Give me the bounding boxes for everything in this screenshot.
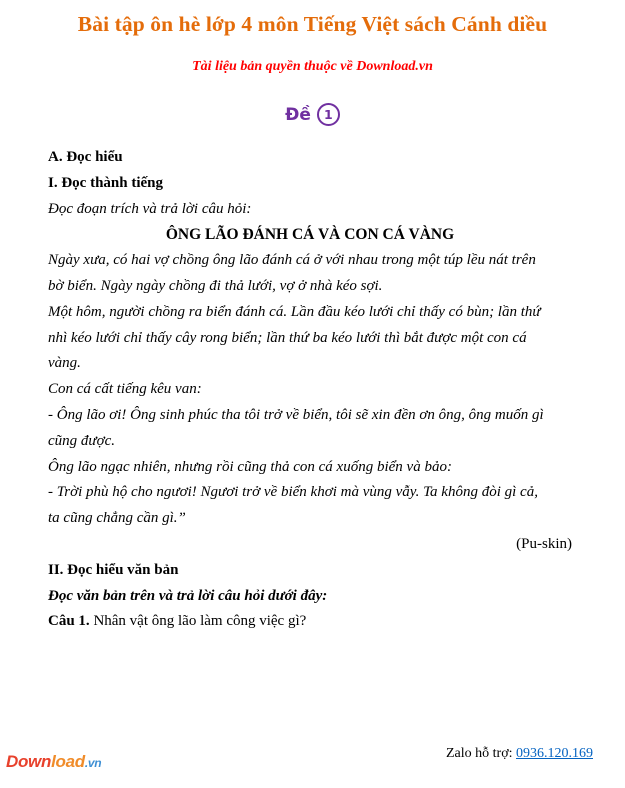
story-line: - Ông lão ơi! Ông sinh phúc tha tôi trở về biển, tôi sẽ xin đền ơn ông, ông muốn gì [48, 406, 544, 423]
zalo-label: Zalo hỗ trợ: [446, 746, 516, 761]
document-body [48, 145, 572, 635]
story-line: Ông lão ngạc nhiên, nhưng rồi cũng thả con cá xuống biển và bảo: [48, 458, 452, 475]
story-title: ÔNG LÃO ĐÁNH CÁ VÀ CON CÁ VÀNG [165, 226, 455, 244]
exam-heading [0, 103, 625, 126]
story-line: vàng. [48, 355, 81, 372]
story-line: bờ biển. Ngày ngày chồng đi thả lưới, vợ ở nhà kéo sợi. [48, 277, 383, 294]
story-author: (Pu-skin) [516, 535, 572, 552]
question-1-text: Nhân vật ông lão làm công việc gì? [89, 613, 307, 630]
story-line: - Trời phù hộ cho ngươi! Ngươi trở về biển khơi mà vùng vẫy. Ta không đòi gì cả, [48, 484, 538, 501]
part-2-heading: II. Đọc hiểu văn bản [48, 561, 179, 578]
exam-number-badge: 1 [317, 103, 340, 126]
section-a-heading: A. Đọc hiểu [48, 149, 123, 165]
story-line: Một hôm, người chồng ra biển đánh cá. Lần đầu kéo lưới chỉ thấy có bùn; lần thứ [48, 303, 541, 320]
download-logo: Download.vn [6, 752, 102, 771]
page-title: Bài tập ôn hè lớp 4 môn Tiếng Việt sách Cánh diều [77, 12, 548, 36]
question-1-label: Câu 1. [48, 613, 90, 630]
part-2-instruction: Đọc văn bản trên và trả lời câu hỏi dưới đây: [48, 587, 328, 604]
story-line: Ngày xưa, có hai vợ chồng ông lão đánh cá ở với nhau trong một túp lều nát trên [48, 252, 536, 269]
story-line: cũng được. [48, 432, 116, 449]
story-line: ta cũng chẳng cần gì.” [48, 510, 186, 527]
story-line: Con cá cất tiếng kêu van: [48, 381, 202, 398]
question-1 [48, 609, 572, 635]
part-1-heading: I. Đọc thành tiếng [48, 174, 164, 191]
exam-label: Đề [285, 105, 311, 125]
copyright-notice: Tài liệu bản quyền thuộc về Download.vn [192, 59, 433, 74]
story-line: nhì kéo lưới chỉ thấy cây rong biển; lần thứ ba kéo lưới thì bắt được một con cá [48, 329, 527, 346]
part-1-instruction: Đọc đoạn trích và trả lời câu hỏi: [48, 200, 252, 217]
zalo-support [446, 746, 593, 762]
zalo-phone-link[interactable]: 0936.120.169 [516, 746, 593, 761]
